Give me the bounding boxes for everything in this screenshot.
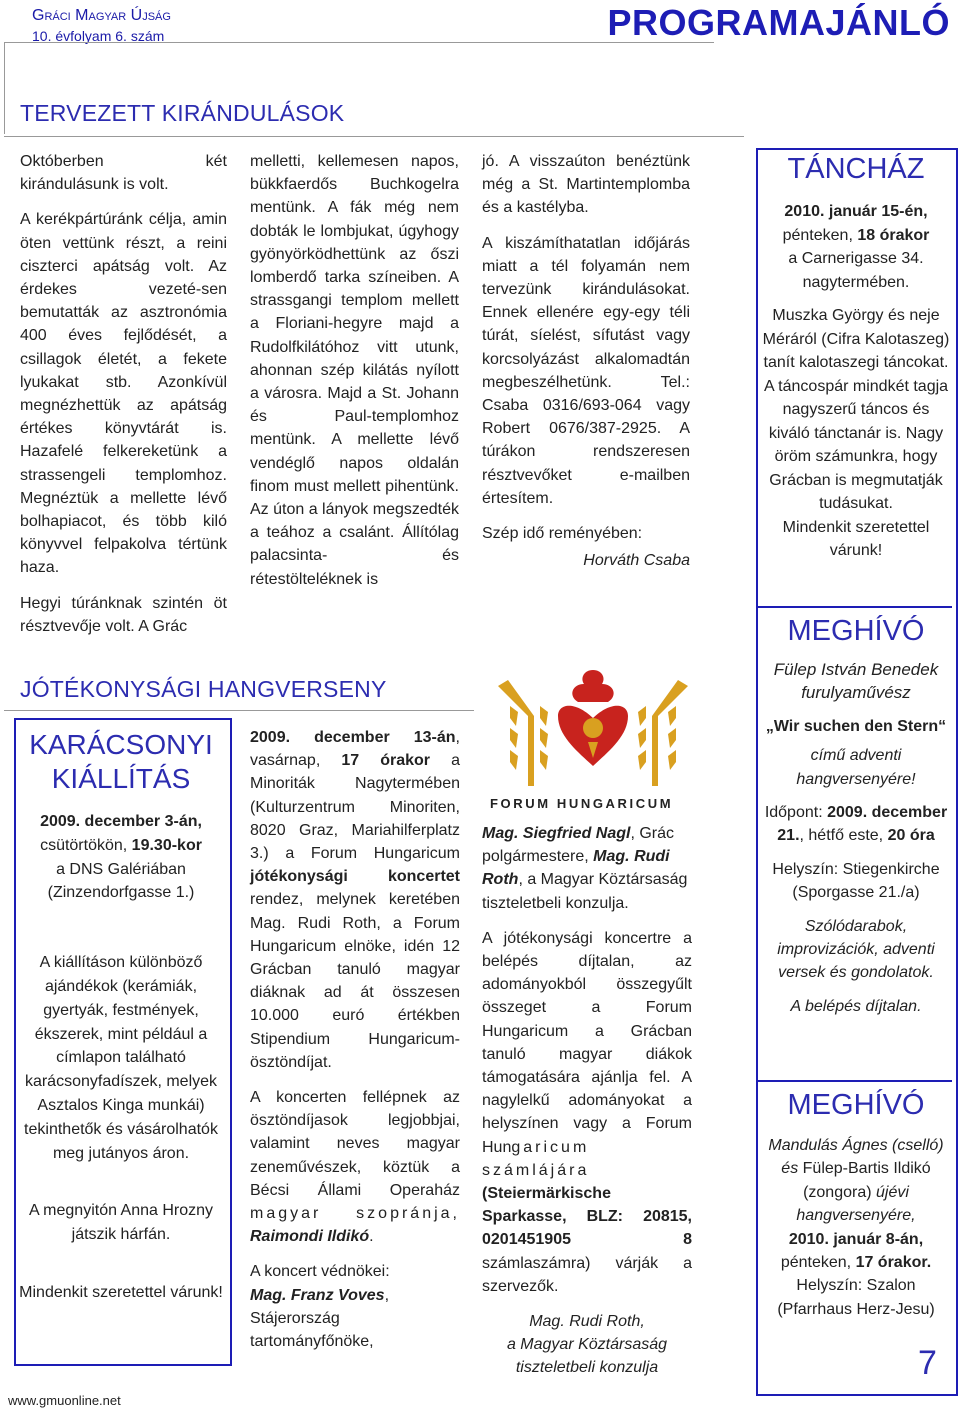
header-divider	[4, 42, 714, 43]
concert: újévi hangversenyére,	[796, 1183, 916, 1225]
invite-1-heading: MEGHÍVÓ	[787, 615, 925, 647]
tanchaz-place: nagytermében.	[802, 273, 910, 291]
paragraph: A kiszámíthatatlan időjárás miatt a tél folyamán nem tervezünk kirándulásokat. Ennek ellenére egy-egy téli túrát, síelést, sífutást vagy korcsolyázást alkalomadtán megbeszélhetünk. Tel.: Csaba 0316/693-064 vagy Robert 0676/387-2925. A túrákon rendszeresen résztvevőket e-mailben értesítem.	[482, 234, 690, 507]
day: , hétfő este,	[799, 827, 888, 845]
exhibit-place: a DNS Galériában	[56, 860, 186, 878]
sidebar-divider	[758, 1080, 952, 1082]
invite-2-venue: Helyszín: Szalon (Pfarrhaus Herz-Jesu)	[777, 1277, 935, 1318]
forum-hungaricum-logo	[488, 666, 698, 792]
paragraph	[250, 726, 460, 1074]
tanchaz-time	[760, 224, 952, 248]
tanchaz-text: A táncospár mindkét tagja nagyszerű táncos és kiváló tánctanár is. Nagy öröm számunkra, hogy Grácban is megmutatják tudásukat.	[763, 377, 949, 512]
excursions-column-1	[20, 150, 227, 638]
bank-details: (Steiermärkische Sparkasse, BLZ: 20815, 0201451905 8	[482, 1185, 692, 1249]
patron-role: , Stájerország tartományfőnöke,	[250, 1286, 390, 1351]
exhibit-heading: KARÁCSONYI KIÁLLÍTÁS	[29, 729, 213, 794]
tanchaz-section	[760, 152, 952, 563]
paragraph: Októberben két kirándulásunk is volt.	[20, 153, 227, 194]
exhibit-opening: A megnyitón Anna Hrozny játszik hárfán.	[28, 1202, 214, 1244]
signature-line: a Magyar Köztársaság	[506, 1336, 668, 1354]
time: 17 órakor.	[855, 1254, 932, 1272]
instrument: (cselló) és	[781, 1137, 944, 1178]
text: számlaszámra) várják a szervezők.	[482, 1254, 692, 1295]
invite-1-performer: Fülep István Benedek furulyaművész	[773, 660, 939, 703]
website-link[interactable]: www.gmuonline.net	[8, 1393, 121, 1408]
paragraph: A kerékpártúránk célja, amin öten vettünk részt, a reini ciszterci apátság volt. Az érdekes vezeté-sen bemutatták az asztronómia 400 éves fejlődését, a csillagok életét, a fekete lyukakat stb. Azonkívül megnézhettük az apátság értékes könyvtárát is. Hazafelé felkereketünk a strassengeli templomhoz. Megnéztük a mellette lévő bolhapiacot, és több kiló könyvvel felpakolva tértünk haza.	[20, 211, 227, 577]
tanchaz-closing: Mindenkit szeretettel várunk!	[782, 518, 930, 559]
signature-line: tiszteletbeli konzulja	[515, 1359, 659, 1377]
paragraph: jó. A visszaúton benéztünk még a St. Martintemplomba és a kastélyba.	[482, 153, 690, 217]
singer: Raimondi Ildikó	[250, 1228, 370, 1246]
excursions-column-2	[250, 150, 459, 591]
exhibit-text: A kiállításon különböző ajándékok (kerámiák, gyertyák, festmények, ékszerek, mint például a címlapon található karácsonyfadíszek, melyek Asztalos Kinga munkái) tekinthetők és vásárolhatók meg jutányos áron.	[24, 954, 218, 1162]
performer: Fülep-Bartis Ildikó (zongora)	[802, 1160, 931, 1201]
charity-column-1	[250, 726, 460, 1353]
section-title: PROGRAMAJÁNLÓ	[607, 2, 950, 43]
signature-line: Mag. Rudi Roth,	[529, 1313, 645, 1331]
header-divider-vertical	[4, 42, 5, 134]
charity-column-2	[482, 822, 692, 1380]
issue-number: 10. évfolyam 6. szám	[32, 28, 165, 44]
exhibit-section	[18, 728, 224, 1305]
signature: Horváth Csaba	[583, 552, 690, 570]
text: A koncerten fellépnek az ösztöndíjasok legjobbjai, valamint neves magyar zeneművészek, köztük a Bécsi Állami Operaház	[250, 1089, 460, 1199]
day: csütörtökön,	[40, 836, 132, 854]
charity-heading: JÓTÉKONYSÁGI HANGVERSENY	[20, 676, 387, 702]
charity-signature	[482, 1310, 692, 1380]
excursions-divider	[4, 136, 744, 137]
date: 2009. december 13-án	[250, 729, 456, 746]
day: pénteken,	[780, 1254, 856, 1272]
excursions-column-3	[482, 150, 690, 572]
invite-2-date: 2010. január 8-án,	[788, 1230, 924, 1248]
text: rendez, melynek keretében Mag. Rudi Roth, a Forum Hungaricum elnöke, idén 12 Grácban tanuló magyar diáknak ad át összesen 10.000 euró értékben Stipendium Hungaricum-ösztöndíjat.	[250, 891, 460, 1071]
tanchaz-heading: TÁNCHÁZ	[787, 153, 925, 185]
tanchaz-text: Muszka György és neje Méráról (Cifra Kalotaszeg) tanít kalotaszegi táncokat.	[762, 307, 950, 371]
exhibit-time	[18, 834, 224, 858]
patron-name: Mag. Rudi Roth	[482, 848, 670, 889]
invite-2-performers	[760, 1134, 952, 1228]
paragraph: melletti, kellemesen napos, bükkfaerdős Buchkogelra mentünk. A fák még nem dobták le lombjukat, úgyhogy gyönyörködhettünk az őszi lomberdő tarka színeiben. A strassgangi templom mellett a Floriani-hegyre majd a Rudolfkilátóhoz vitt utunk, ahonnan szép kilátás nyílott a városra. Majd a St. Johann és Paul-templomhoz mentünk. A mellette lévő vendéglő napos oldalán finom must mellett pihentünk. Az úton a lányok megszedték a teához a csalánt. Állítólag palacsinta- és rétestölteléknek is	[250, 153, 460, 588]
sidebar-divider	[758, 606, 952, 608]
publication-name: Gráci Magyar Újság	[32, 7, 171, 24]
page-number: 7	[918, 1344, 937, 1382]
tanchaz-date: 2010. január 15-én,	[784, 203, 928, 220]
publication-header	[32, 6, 171, 46]
invite-2-section	[760, 1088, 952, 1321]
invite-1-concert-sub: című adventi hangversenyére!	[796, 747, 916, 788]
time: 17 órakor	[341, 752, 431, 770]
performer: Mandulás Ágnes	[768, 1137, 888, 1154]
invite-1-venue: Helyszín: Stiegenkirche (Sporgasse 21./a)	[772, 860, 940, 902]
invite-1-entry: A belépés díjtalan.	[790, 997, 922, 1015]
patron-role: , Grác polgármestere,	[482, 825, 675, 866]
time: 19.30-kor	[131, 836, 202, 854]
date: 2009. december 21.	[777, 804, 948, 845]
excursions-heading: TERVEZETT KIRÁNDULÁSOK	[20, 100, 345, 126]
forum-hungaricum-label: FORUM HUNGARICUM	[490, 796, 674, 811]
text: magyar szopránja,	[250, 1205, 460, 1223]
text: A jótékonysági koncertre a belépés díjtalan, az adományokból összegyűlt összeget a Forum Hungaricum a Grácban tanuló magyar diákok támogatására ajánlja fel. A nagylelkű adományokat a helyszínen vagy a Forum Hun	[482, 929, 692, 1156]
concert: jótékonysági koncertet	[250, 868, 460, 886]
exhibit-closing: Mindenkit szeretettel várunk!	[19, 1283, 223, 1301]
charity-divider	[4, 710, 474, 711]
patron-role: , a Magyar Köztársaság tiszteletbeli konzulja.	[482, 871, 688, 912]
paragraph	[250, 1284, 460, 1354]
text: garicum számlájára	[482, 1138, 590, 1179]
text: a Minoriták Nagytermében (Kulturzentrum Minoriten, 8020 Graz, Mariahilferplatz 3.) a Forum Hungaricum	[250, 752, 460, 863]
tanchaz-place: a Carnerigasse 34.	[788, 250, 924, 267]
paragraph	[482, 927, 692, 1298]
patron-name: Mag. Franz Voves	[250, 1286, 385, 1304]
hour: 20 óra	[887, 827, 935, 845]
forum-hungaricum-logo-icon	[488, 666, 698, 792]
paragraph: Hegyi túránknak szintén öt résztvevője volt. A Grác	[20, 594, 227, 635]
invite-1-program: Szólódarabok, improvizációk, adventi versek és gondolatok.	[777, 917, 935, 982]
exhibit-date: 2009. december 3-án,	[40, 813, 202, 830]
patron-label: A koncert védnökei:	[250, 1263, 390, 1281]
invite-2-time	[760, 1251, 952, 1274]
invite-2-heading: MEGHÍVÓ	[787, 1089, 925, 1121]
day: pénteken,	[782, 226, 858, 244]
paragraph	[482, 822, 692, 915]
text: , vasárnap,	[250, 729, 460, 770]
paragraph: Szép idő reményében:	[482, 525, 643, 543]
invite-1-concert-title: „Wir suchen den Stern“	[765, 717, 947, 735]
paragraph: A koncerten fellépnek az ösztöndíjasok legjobbjai, valamint neves magyar zeneművészek, köztük a Bécsi Állami Operaház magyar szopránja, Raimondi Ildikó.	[250, 1089, 460, 1246]
invite-1-time	[760, 801, 952, 848]
time: 18 órakor	[857, 226, 930, 244]
patron-name: Mag. Siegfried Nagl	[482, 825, 631, 842]
exhibit-place: (Zinzendorfgasse 1.)	[47, 884, 195, 902]
invite-1-section	[760, 614, 952, 1018]
label: Időpont:	[764, 804, 828, 822]
